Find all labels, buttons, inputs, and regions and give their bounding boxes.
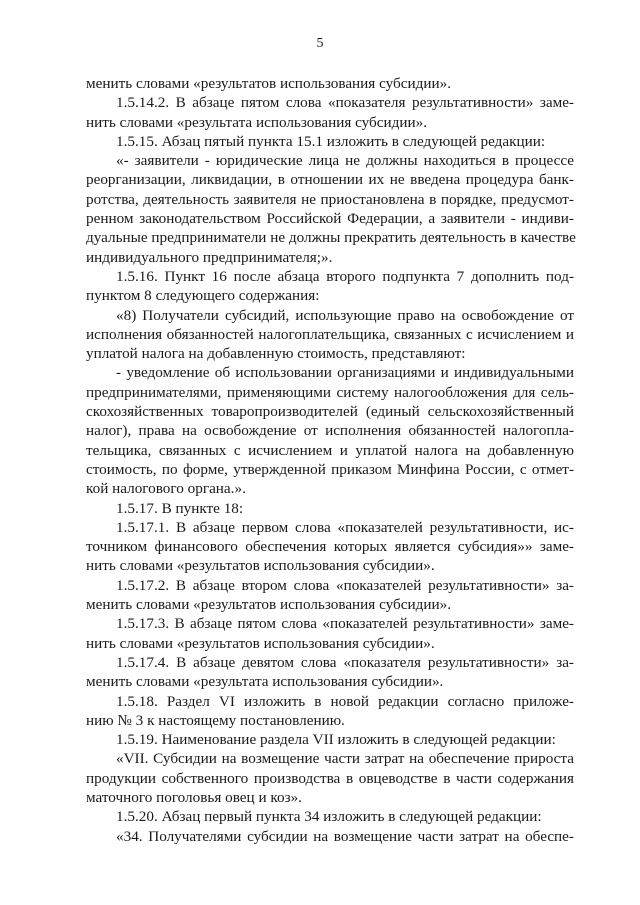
text-line: тельщика, связанных с исчислением и уплатой налога на добавленную: [86, 441, 574, 459]
text-line: менить словами «результата использования субсидии».: [86, 673, 444, 691]
text-line: предпринимателями, применяющими систему налогообложения для сель-: [86, 383, 574, 401]
text-line: - уведомление об использовании организациями и индивидуальными: [116, 364, 574, 382]
text-line: ротства, деятельность заявителя не приостановлена в порядке, предусмот-: [86, 190, 574, 208]
text-line: стоимость, по форме, утвержденной приказом Минфина России, с отмет-: [86, 460, 574, 478]
text-line: 1.5.16. Пункт 16 после абзаца второго подпункта 7 дополнить под-: [116, 267, 574, 285]
text-line: 1.5.20. Абзац первый пункта 34 изложить в следующей редакции:: [116, 808, 542, 826]
text-line: нить словами «результатов использования субсидии».: [86, 634, 435, 652]
text-line: 1.5.17.1. В абзаце первом слова «показателей результативности, ис-: [116, 518, 574, 536]
text-line: точником финансового обеспечения которых является субсидия»» заме-: [86, 538, 574, 556]
page-number: 5: [316, 36, 324, 51]
text-line: нить словами «результатов использования субсидии».: [86, 557, 435, 575]
text-line: нить словами «результата использования субсидии».: [86, 113, 428, 131]
document-body: [86, 74, 574, 846]
text-line: 1.5.14.2. В абзаце пятом слова «показателя результативности» заме-: [116, 94, 574, 112]
text-line: пунктом 8 следующего содержания:: [86, 287, 320, 305]
text-line: 1.5.19. Наименование раздела VII изложить в следующей редакции:: [116, 731, 556, 749]
text-line: ренном законодательством Российской Федерации, а заявители - индиви-: [86, 210, 574, 228]
text-line: кой налогового органа.».: [86, 480, 246, 498]
text-line: «VII. Субсидии на возмещение части затрат на обеспечение прироста: [116, 750, 574, 768]
text-line: менить словами «результатов использования субсидии».: [86, 596, 451, 614]
text-line: «8) Получатели субсидий, использующие право на освобождение от: [116, 306, 574, 324]
text-line: налог), права на освобождение от исполнения обязанностей налогопла-: [86, 422, 574, 440]
text-line: исполнения обязанностей налогоплательщика, связанных с исчислением и: [86, 325, 574, 343]
text-line: «34. Получателями субсидии на возмещение части затрат на обеспе-: [116, 827, 574, 845]
text-line: уплатой налога на добавленную стоимость, представляют:: [86, 345, 466, 363]
text-line: индивидуального предпринимателя;».: [86, 248, 333, 266]
text-line: 1.5.17.2. В абзаце втором слова «показателей результативности» за-: [116, 576, 574, 594]
text-line: менить словами «результатов использования субсидии».: [86, 75, 451, 92]
text-line: маточного поголовья овец и коз».: [86, 788, 302, 806]
text-line: 1.5.17.3. В абзаце пятом слова «показателей результативности» заме-: [116, 615, 574, 633]
text-line: 1.5.18. Раздел VI изложить в новой редакции согласно приложе-: [116, 692, 574, 710]
text-line: 1.5.17.4. В абзаце девятом слова «показателя результативности» за-: [116, 653, 574, 671]
text-line: 1.5.17. В пункте 18:: [116, 499, 244, 517]
text-line: «- заявители - юридические лица не должны находиться в процессе: [116, 152, 574, 170]
text-line: продукции собственного производства в овцеводстве в части содержания: [86, 769, 574, 787]
text-line: 1.5.15. Абзац пятый пункта 15.1 изложить в следующей редакции:: [116, 132, 546, 150]
text-line: реорганизации, ликвидации, в отношении их не введена процедура банк-: [86, 171, 574, 189]
text-line: дуальные предприниматели не должны прекратить деятельность в качестве: [86, 229, 576, 247]
text-line: нию № 3 к настоящему постановлению.: [86, 711, 345, 729]
text-line: скохозяйственных товаропроизводителей (единый сельскохозяйственный: [86, 403, 574, 421]
